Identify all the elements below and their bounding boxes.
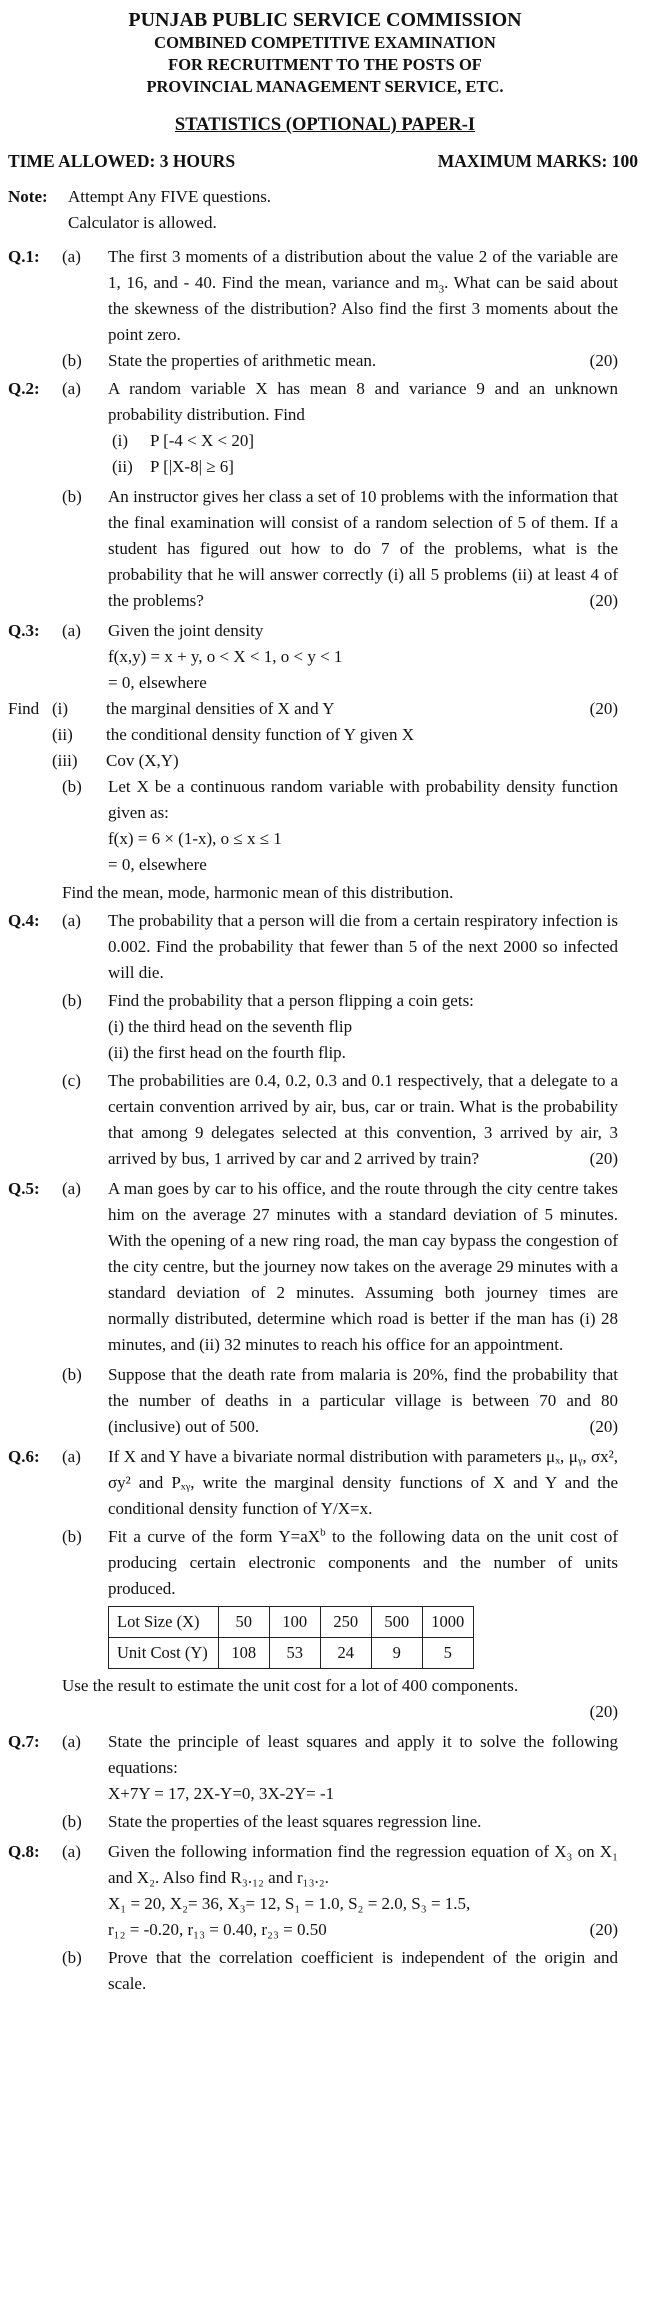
question-3a-text: Given the joint density xyxy=(108,621,264,640)
part-label: (b) xyxy=(62,991,82,1010)
question-number: Q.8: xyxy=(8,1842,40,1861)
question-number: Q.6: xyxy=(8,1447,40,1466)
question-3-find-iii: (iii) Cov (X,Y) xyxy=(52,751,179,770)
header xyxy=(0,8,650,98)
question-8a-text: Given the following information find the regression equation of X₃ on X₁ and X₂. Also find R₃.₁₂ and r₁₃.₂. xyxy=(108,1842,618,1887)
service-line: PROVINCIAL MANAGEMENT SERVICE, ETC. xyxy=(146,77,504,96)
marks: (20) xyxy=(589,591,618,610)
table-cell: 108 xyxy=(218,1638,269,1669)
note-text-2: Calculator is allowed. xyxy=(68,213,217,232)
part-label: (a) xyxy=(62,1447,81,1466)
note-label: Note: xyxy=(8,187,48,206)
density-else: = 0, elsewhere xyxy=(108,855,207,874)
question-5b xyxy=(0,1362,650,1440)
question-4c-text: The probabilities are 0.4, 0.2, 0.3 and 0.1 respectively, that a delegate to a certain convention arrived by air, bus, car or train. What is the probability that among 9 delegates selected at this convention, 3 arrived by air, 3 arrived by bus, 1 arrived by car and 2 arrived by train? xyxy=(108,1071,618,1168)
question-7b xyxy=(0,1809,650,1835)
part-label: (a) xyxy=(62,1732,81,1751)
question-3-tail: Find the mean, mode, harmonic mean of this distribution. xyxy=(62,883,454,902)
equations: X+7Y = 17, 2X-Y=0, 3X-2Y= -1 xyxy=(108,1784,335,1803)
table-cell: 1000 xyxy=(422,1607,473,1638)
part-label: (b) xyxy=(62,777,82,796)
joint-density-else: = 0, elsewhere xyxy=(108,673,207,692)
table-header-cell: Unit Cost (Y) xyxy=(109,1638,219,1669)
part-label: (b) xyxy=(62,1527,82,1546)
exam-title: COMBINED COMPETITIVE EXAMINATION xyxy=(154,33,496,52)
question-6a-text: If X and Y have a bivariate normal distribution with parameters μₓ, μᵧ, σx², σy² and Pₓᵧ, write the marginal density functions of X and Y and the conditional density function of Y/X=x. xyxy=(108,1447,618,1518)
question-number: Q.1: xyxy=(8,247,40,266)
time-marks-row xyxy=(0,148,650,174)
question-6b-text: Fit a curve of the form $Y=aX^b$ to the following data on the unit cost of producing certain electronic components and the number of units produced. xyxy=(108,1526,618,1598)
joint-density-formula: f(x,y) = x + y, o < X < 1, o < y < 1 xyxy=(108,647,343,666)
question-5 xyxy=(0,1176,650,1358)
question-number: Q.7: xyxy=(8,1732,40,1751)
question-4b xyxy=(0,988,650,1014)
part-label: (a) xyxy=(62,379,81,398)
question-1b xyxy=(0,348,650,374)
recruitment-line: FOR RECRUITMENT TO THE POSTS OF xyxy=(168,55,482,74)
marks: (20) xyxy=(589,1417,618,1436)
given-stats-1: X₁ = 20, X₂= 36, X₃= 12, S₁ = 1.0, S₂ = 2.0, S₃ = 1.5, xyxy=(108,1894,471,1913)
question-7a-text: State the principle of least squares and apply it to solve the following equations: xyxy=(108,1732,618,1777)
question-7 xyxy=(0,1729,650,1781)
question-1a-text: The first 3 moments of a distribution about the value 2 of the variable are 1, 16, and - 40. Find the mean, variance and $m_3$. What can be said about the skewness of the distribution? Also find the first 3 moments about the point zero. xyxy=(108,247,618,344)
part-label: (a) xyxy=(62,1179,81,1198)
table-cell: 24 xyxy=(320,1638,371,1669)
exam-paper xyxy=(0,8,650,1997)
question-2a-text: A random variable X has mean 8 and variance 9 and an unknown probability distribution. Find xyxy=(108,379,618,424)
part-label: (b) xyxy=(62,487,82,506)
note-row xyxy=(0,184,650,210)
question-4a-text: The probability that a person will die from a certain respiratory infection is 0.002. Find the probability that fewer than 5 of the next 2000 so infected will die. xyxy=(108,911,618,982)
question-1 xyxy=(0,244,650,348)
marks: (20) xyxy=(589,1702,618,1721)
question-8b-text: Prove that the correlation coefficient is independent of the origin and scale. xyxy=(108,1948,618,1993)
given-stats-2: r₁₂ = -0.20, r₁₃ = 0.40, r₂₃ = 0.50 xyxy=(108,1920,327,1939)
part-label: (c) xyxy=(62,1071,81,1090)
question-3-find-ii: (ii) the conditional density function of Y given X xyxy=(52,725,414,744)
question-6 xyxy=(0,1444,650,1522)
time-allowed: TIME ALLOWED: 3 HOURS xyxy=(8,151,236,171)
part-label: (a) xyxy=(62,1842,81,1861)
part-label: (b) xyxy=(62,351,82,370)
table-cell: 53 xyxy=(269,1638,320,1669)
table-header-cell: Lot Size (X) xyxy=(109,1607,219,1638)
question-5a-text: A man goes by car to his office, and the route through the city centre takes him on the average 27 minutes with a standard deviation of 5 minutes. With the opening of a new ring road, the man cay bypass the congestion of the city centre, but the journey now takes on the average 29 minutes with a standard deviation of 2 minutes. Assuming both journey times are normally distributed, determine which road is better if the man has (i) 28 minutes, and (ii) 32 minutes to reach his office for an appointment. xyxy=(108,1179,618,1354)
table-cell: 500 xyxy=(371,1607,422,1638)
question-number: Q.5: xyxy=(8,1179,40,1198)
data-table xyxy=(108,1606,474,1669)
question-3-find-i: Find (i) the marginal densities of X and Y (20) xyxy=(0,696,650,722)
paper-title: STATISTICS (OPTIONAL) PAPER-I xyxy=(174,115,476,135)
table-row xyxy=(109,1638,474,1669)
marks: (20) xyxy=(589,699,618,718)
question-6b xyxy=(0,1524,650,1602)
part-label: (a) xyxy=(62,247,81,266)
question-4c xyxy=(0,1068,650,1172)
question-2b xyxy=(0,484,650,614)
org-title: PUNJAB PUBLIC SERVICE COMMISSION xyxy=(128,9,522,31)
marks: (20) xyxy=(589,1920,618,1939)
question-4 xyxy=(0,908,650,986)
density-formula: f(x) = 6 × (1-x), o ≤ x ≤ 1 xyxy=(108,829,282,848)
question-3b xyxy=(0,774,650,826)
table-cell: 100 xyxy=(269,1607,320,1638)
question-8 xyxy=(0,1839,650,1891)
question-8b xyxy=(0,1945,650,1997)
question-1b-text: State the properties of arithmetic mean. xyxy=(108,351,377,370)
marks: (20) xyxy=(589,1149,618,1168)
maximum-marks: MAXIMUM MARKS: 100 xyxy=(437,151,638,171)
note-text: Attempt Any FIVE questions. xyxy=(68,187,272,206)
table-cell: 5 xyxy=(422,1638,473,1669)
question-4b-i: (i) the third head on the seventh flip xyxy=(108,1017,353,1036)
question-6-tail: Use the result to estimate the unit cost for a lot of 400 components. xyxy=(62,1676,519,1695)
question-2a-i: (i) P [-4 < X < 20] xyxy=(112,431,255,450)
question-4b-text: Find the probability that a person flipping a coin gets: xyxy=(108,991,474,1010)
question-number: Q.2: xyxy=(8,379,40,398)
question-number: Q.4: xyxy=(8,911,40,930)
question-5b-text: Suppose that the death rate from malaria is 20%, find the probability that the number of deaths in a particular village is between 70 and 80 (inclusive) out of 500. xyxy=(108,1365,618,1436)
part-label: (b) xyxy=(62,1365,82,1384)
question-3 xyxy=(0,618,650,644)
part-label: (a) xyxy=(62,621,81,640)
table-row xyxy=(109,1607,474,1638)
part-label: (b) xyxy=(62,1948,82,1967)
table-cell: 9 xyxy=(371,1638,422,1669)
question-4b-ii: (ii) the first head on the fourth flip. xyxy=(108,1043,346,1062)
table-cell: 50 xyxy=(218,1607,269,1638)
marks: (20) xyxy=(589,351,618,370)
question-3b-text: Let X be a continuous random variable with probability density function given as: xyxy=(108,777,618,822)
part-label: (a) xyxy=(62,911,81,930)
question-2a-ii: (ii) P [|X-8| ≥ 6] xyxy=(112,457,234,476)
table-cell: 250 xyxy=(320,1607,371,1638)
question-number: Q.3: xyxy=(8,621,40,640)
question-7b-text: State the properties of the least squares regression line. xyxy=(108,1812,482,1831)
question-2 xyxy=(0,376,650,428)
question-2b-text: An instructor gives her class a set of 10 problems with the information that the final examination will consist of a random selection of 5 of them. If a student has figured out how to do 7 of the problems, what is the probability that he will answer correctly (i) all 5 problems (ii) at least 4 of the problems? xyxy=(108,487,618,610)
part-label: (b) xyxy=(62,1812,82,1831)
